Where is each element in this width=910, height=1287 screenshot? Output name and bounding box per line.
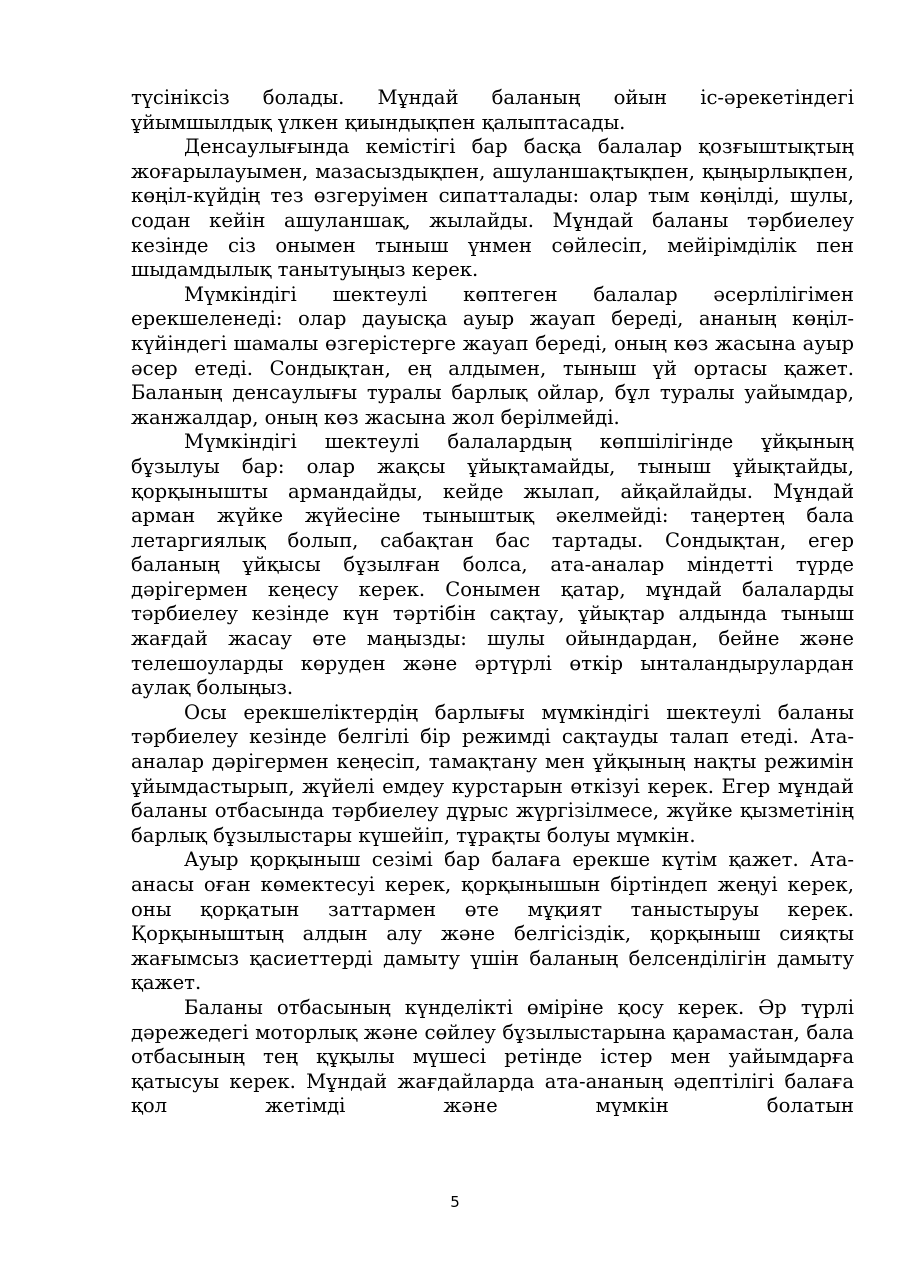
paragraph-3: Мүмкіндігі шектеулі көптеген балалар әсерлілігімен ерекшеленеді: олар дауысқа ауыр жауап береді, ананың көңіл-күйіндегі шамалы өзгерістерге жауап береді, оның көз жасына ауыр әсер етеді. Сондықтан, ең алдымен, тыныш үй ортасы қажет. Баланың денсаулығы туралы барлық ойлар, бұл туралы уайымдар, жанжалдар, оның көз жасына жол берілмейді. (131, 282, 854, 429)
page-number: 5 (450, 1193, 460, 1211)
paragraph-6: Ауыр қорқыныш сезімі бар балаға ерекше күтім қажет. Ата-анасы оған көмектесуі керек, қорқынышын біртіндеп жеңуі керек, оны қорқатын заттармен өте мұқият таныстыруы керек. Қорқыныштың алдын алу және белгісіздік, қорқыныш сияқты жағымсыз қасиеттерді дамыту үшін баланың белсенділігін дамыту қажет. (131, 848, 854, 995)
paragraph-7: Баланы отбасының күнделікті өміріне қосу керек. Әр түрлі дәрежедегі моторлық және сөйлеу бұзылыстарына қарамастан, бала отбасының тең құқылы мүшесі ретінде істер мен уайымдарға қатысуы керек. Мұндай жағдайларда ата-ананың әдептілігі балаға қол жетімді және мүмкін болатын (131, 995, 854, 1118)
paragraph-4: Мүмкіндігі шектеулі балалардың көпшілігінде ұйқының бұзылуы бар: олар жақсы ұйықтамайды, тыныш ұйықтайды, қорқынышты армандайды, кейде жылап, айқайлайды. Мұндай арман жүйке жүйесіне тыныштық әкелмейді: таңертең бала летаргиялық болып, сабақтан бас тартады. Сондықтан, егер баланың ұйқысы бұзылған болса, ата-аналар міндетті түрде дәрігермен кеңесу керек. Сонымен қатар, мұндай балаларды тәрбиелеу кезінде күн тәртібін сақтау, ұйықтар алдында тыныш жағдай жасау өте маңызды: шулы ойындардан, бейне және телешоуларды көруден және әртүрлі өткір ынталандырулардан аулақ болыңыз. (131, 430, 854, 700)
paragraph-5: Осы ерекшеліктердің барлығы мүмкіндігі шектеулі баланы тәрбиелеу кезінде белгілі бір режимді сақтауды талап етеді. Ата-аналар дәрігермен кеңесіп, тамақтану мен ұйқының нақты режимін ұйымдастырып, жүйелі емдеу курстарын өткізуі керек. Егер мұндай баланы отбасында тәрбиелеу дұрыс жүргізілмесе, жүйке қызметінің барлық бұзылыстары күшейіп, тұрақты болуы мүмкін. (131, 700, 854, 847)
paragraph-1-continued: түсініксіз болады. Мұндай баланың ойын іс-әрекетіндегі ұйымшылдық үлкен қиындықпен қалыптасады. (131, 86, 854, 134)
document-body (131, 86, 854, 1119)
paragraph-2: Денсаулығында кемістігі бар басқа балалар қозғыштықтың жоғарылауымен, мазасыздықпен, ашуланшақтықпен, қыңырлықпен, көңіл-күйдің тез өзгеруімен сипатталады: олар тым көңілді, шулы, содан кейін ашуланшақ, жылайды. Мұндай баланы тәрбиелеу кезінде сіз онымен тыныш үнмен сөйлесіп, мейірімділік пен шыдамдылық танытуыңыз керек. (131, 135, 854, 282)
